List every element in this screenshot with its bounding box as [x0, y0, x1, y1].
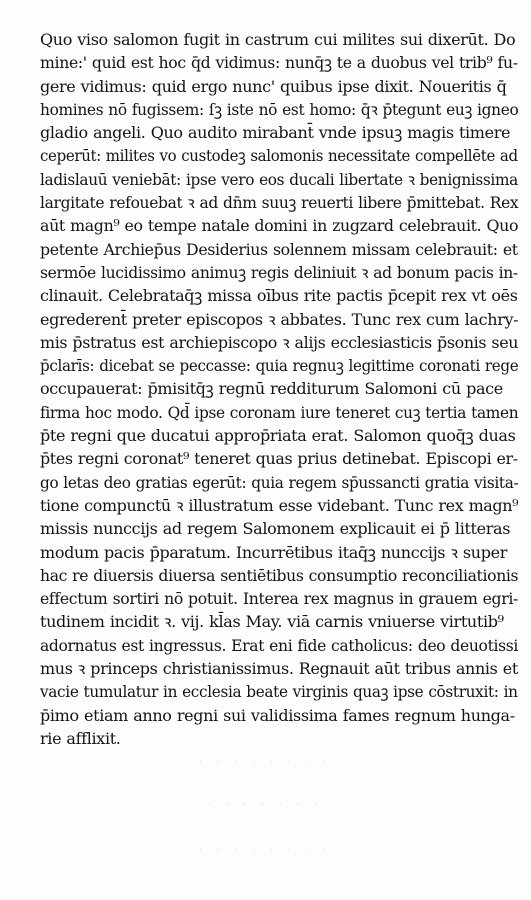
text-line: p̄clarīs: dicebat se peccasse: quia regnuꝫ legittime coronati rege	[40, 356, 519, 376]
text-line: missis nunccijs ad regem Salomonem explicauit ei p̄ litteras	[40, 519, 511, 539]
bleed-through-speckle: · · · · · · · ·	[199, 758, 332, 768]
text-line: vacie tumulatur in ecclesia beate virginis quaꝫ ipse cōstruxit: in	[40, 682, 518, 702]
text-line: mis p̄stratus est archiepiscopo ꝛ alijs ecclesiasticis p̄sonis seu	[40, 332, 519, 352]
text-line: effectum sortiri nō potuit. Interea rex magnus in grauem egri-	[40, 589, 518, 609]
text-line: gladio angeli. Quo audito mirabant̄ vnde ipsuꝫ magis timere	[40, 123, 511, 143]
bleed-through-speckle: · · · · · · ·	[207, 800, 324, 810]
text-line: largitate refouebat ꝛ ad dn̄m suuꝫ reuerti libere p̄mittebat. Rex	[40, 193, 519, 213]
text-line: tudinem incidit ꝛ. vij. kl̄as May. viā carnis vniuerse virtutib⁹	[40, 612, 504, 632]
text-line: mine:' quid est hoc q̄d vidimus: nunq̄ꝫ te a duobus vel trib⁹ fu-	[40, 53, 518, 73]
body-text	[40, 28, 518, 750]
text-line: mus ꝛ princeps christianissimus. Regnauit aūt tribus annis et	[40, 659, 518, 679]
text-line: tione compunctū ꝛ illustratum esse videbant. Tunc rex magn⁹	[40, 495, 519, 515]
text-line: Quo viso salomon fugit in castrum cui milites sui dixerūt. Do	[40, 30, 516, 49]
text-line: sermōe lucidissimo animuꝫ regis deliniuit ꝛ ad bonum pacis in-	[40, 262, 518, 282]
text-line: gere vidimus: quid ergo nunc' quibus ipse dixit. Noueritis q̄	[40, 76, 507, 96]
text-line: occupauerat: p̄misitq̄ꝫ regnū redditurum Salomoni cū pace	[40, 379, 503, 399]
text-line: firma hoc modo. Qd̄ ipse coronam iure teneret cuꝫ tertia tamen	[40, 402, 519, 422]
text-line: rie afflixit.	[40, 728, 121, 748]
text-line: clinauit. Celebrataq̄ꝫ missa oībus rite pactis p̄cepit rex vt oēs	[40, 286, 518, 306]
text-line: ladislauū veniebāt: ipse vero eos ducali libertate ꝛ benignissima	[40, 169, 518, 189]
text-line: p̄tes regni coronat⁹ teneret quas prius detinebat. Episcopi er-	[40, 449, 518, 469]
text-line: modum pacis p̄paratum. Incurrētibus itaq̄ꝫ nunccijs ꝛ super	[40, 542, 507, 562]
text-line: hac re diuersis diuersa sentiētibus consumptio reconciliationis	[40, 565, 519, 585]
text-line: aūt magn⁹ eo tempe natale domini in zugzard celebrauit. Quo	[40, 216, 519, 236]
text-line: p̄imo etiam anno regni sui validissima fames regnum hunga-	[40, 705, 515, 725]
text-line: go letas deo gratias egerūt: quia regem sp̄ussancti gratia visita-	[40, 472, 519, 492]
text-line: homines nō fugissem: ſꝫ iste nō est homo: q̄ꝛ p̄tegunt euꝫ igneo	[40, 99, 519, 119]
text-line: petente Archiep̄us Desiderius solennem missam celebrauit: et	[40, 239, 518, 259]
text-line: egrederent̄ preter episcopos ꝛ abbates. Tunc rex cum lachry-	[40, 309, 519, 329]
bleed-through-speckle: · · · · · · · ·	[199, 846, 332, 856]
text-line: ceperūt: milites vo custodeꝫ salomonis necessitate compellēte ad	[40, 146, 518, 166]
text-line: p̄te regni que ducatui approp̄riata erat. Salomon quoq̄ꝫ duas	[40, 426, 516, 446]
text-line: adornatus est ingressus. Erat eni fide catholicus: deo deuotissi	[40, 635, 519, 655]
